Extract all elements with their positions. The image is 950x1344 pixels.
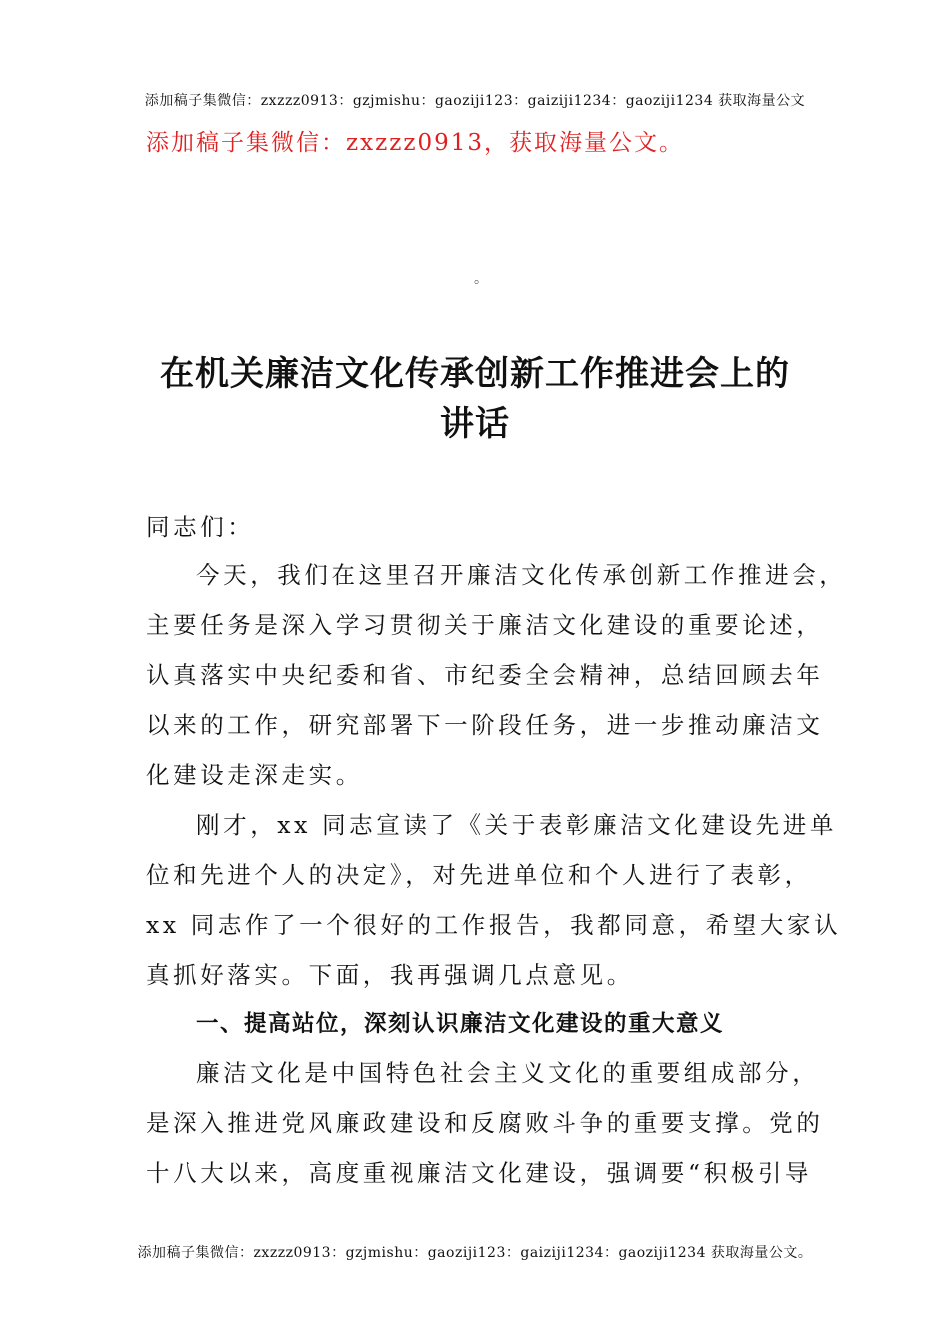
paragraph-1-line: 主要任务是深入学习贯彻关于廉洁文化建设的重要论述，	[146, 611, 824, 639]
footer-watermark-line: 添加稿子集微信：zxzzz0913：gzjmishu：gaoziji123：gaiziji1234：gaoziji1234 获取海量公文。	[137, 1245, 813, 1261]
paragraph-3-line: 是深入推进党风廉政建设和反腐败斗争的重要支撑。党的	[146, 1109, 824, 1137]
paragraph-2-line: xx 同志作了一个很好的工作报告，我都同意，希望大家认	[146, 911, 842, 939]
document-title-line-1: 在机关廉洁文化传承创新工作推进会上的	[160, 354, 790, 394]
paragraph-1-line: 化建设走深走实。	[146, 761, 363, 789]
header-watermark-line: 添加稿子集微信：zxzzz0913：gzjmishu：gaoziji123：gaiziji1234：gaoziji1234 获取海量公文	[144, 93, 806, 109]
paragraph-3-line: 廉洁文化是中国特色社会主义文化的重要组成部分，	[196, 1059, 820, 1087]
paragraph-1-line: 以来的工作，研究部署下一阶段任务，进一步推动廉洁文	[146, 711, 824, 739]
paragraph-1-line: 今天，我们在这里召开廉洁文化传承创新工作推进会，	[196, 561, 847, 589]
promo-line: 添加稿子集微信：zxzzz0913，获取海量公文。	[146, 130, 684, 156]
document-title-line-2: 讲话	[440, 404, 510, 444]
greeting: 同志们：	[146, 513, 255, 541]
paragraph-2-line: 刚才，xx 同志宣读了《关于表彰廉洁文化建设先进单	[196, 811, 837, 839]
paragraph-1-line: 认真落实中央纪委和省、市纪委全会精神，总结回顾去年	[146, 661, 824, 689]
section-heading-1: 一、提高站位，深刻认识廉洁文化建设的重大意义	[196, 1011, 725, 1037]
paragraph-2-line: 位和先进个人的决定》，对先进单位和个人进行了表彰，	[146, 861, 812, 889]
dot-mark: 。	[474, 271, 488, 287]
paragraph-2-line: 真抓好落实。下面，我再强调几点意见。	[146, 961, 634, 989]
paragraph-3-line: 十八大以来，高度重视廉洁文化建设，强调要“积极引导	[146, 1159, 813, 1187]
